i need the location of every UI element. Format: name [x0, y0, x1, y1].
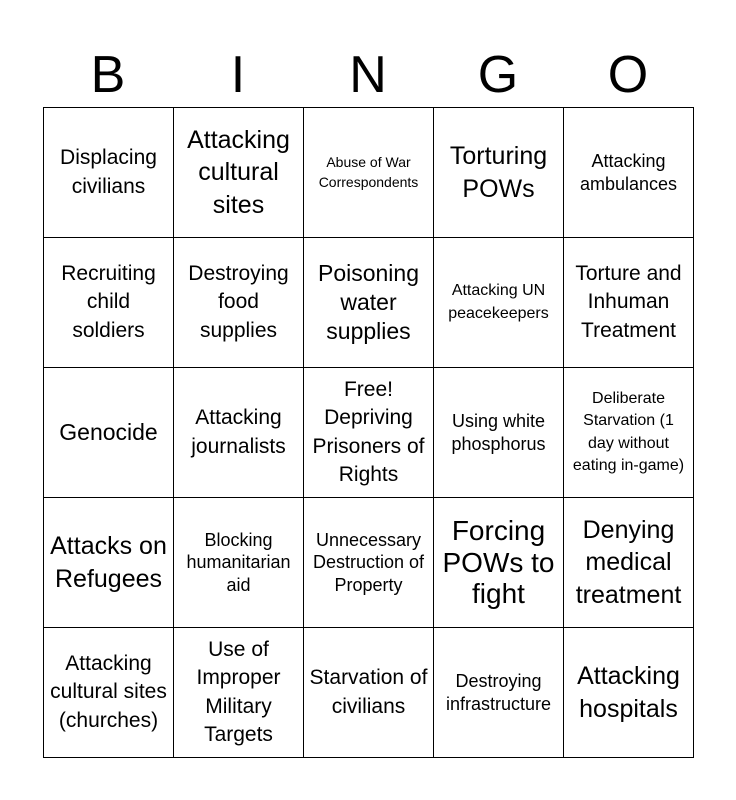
bingo-cell-r5c1[interactable]: Attacking cultural sites (churches)	[44, 628, 174, 758]
header-letter-g: G	[477, 46, 519, 104]
bingo-cell-r2c1[interactable]: Recruiting child soldiers	[44, 238, 174, 368]
bingo-cell-r1c1[interactable]: Displacing civilians	[44, 108, 174, 238]
bingo-cell-r2c2[interactable]: Destroying food supplies	[174, 238, 304, 368]
bingo-cell-r4c1[interactable]: Attacks on Refugees	[44, 498, 174, 628]
bingo-cell-r2c5[interactable]: Torture and Inhuman Treatment	[564, 238, 694, 368]
header-letter-b: B	[90, 46, 126, 104]
bingo-cell-r4c2[interactable]: Blocking humanitarian aid	[174, 498, 304, 628]
header-letter-i: I	[230, 46, 246, 104]
header-letter-o: O	[607, 46, 649, 104]
bingo-cell-r2c4[interactable]: Attacking UN peacekeepers	[434, 238, 564, 368]
bingo-cell-r4c3[interactable]: Unnecessary Destruction of Property	[304, 498, 434, 628]
bingo-cell-r5c5[interactable]: Attacking hospitals	[564, 628, 694, 758]
bingo-cell-r1c4[interactable]: Torturing POWs	[434, 108, 564, 238]
bingo-cell-r5c4[interactable]: Destroying infrastructure	[434, 628, 564, 758]
bingo-cell-r1c2[interactable]: Attacking cultural sites	[174, 108, 304, 238]
bingo-board	[43, 107, 694, 758]
bingo-cell-r3c5[interactable]: Deliberate Starvation (1 day without eating in-game)	[564, 368, 694, 498]
bingo-cell-r5c2[interactable]: Use of Improper Military Targets	[174, 628, 304, 758]
bingo-cell-r4c5[interactable]: Denying medical treatment	[564, 498, 694, 628]
bingo-cell-r5c3[interactable]: Starvation of civilians	[304, 628, 434, 758]
bingo-cell-r4c4[interactable]: Forcing POWs to fight	[434, 498, 564, 628]
bingo-cell-r1c3[interactable]: Abuse of War Correspondents	[304, 108, 434, 238]
bingo-cell-r3c3[interactable]: Free! Depriving Prisoners of Rights	[304, 368, 434, 498]
bingo-cell-r3c2[interactable]: Attacking journalists	[174, 368, 304, 498]
bingo-cell-r1c5[interactable]: Attacking ambulances	[564, 108, 694, 238]
bingo-cell-r3c4[interactable]: Using white phosphorus	[434, 368, 564, 498]
bingo-header	[43, 44, 693, 106]
bingo-cell-r3c1[interactable]: Genocide	[44, 368, 174, 498]
bingo-cell-r2c3[interactable]: Poisoning water supplies	[304, 238, 434, 368]
header-letter-n: N	[349, 46, 387, 104]
